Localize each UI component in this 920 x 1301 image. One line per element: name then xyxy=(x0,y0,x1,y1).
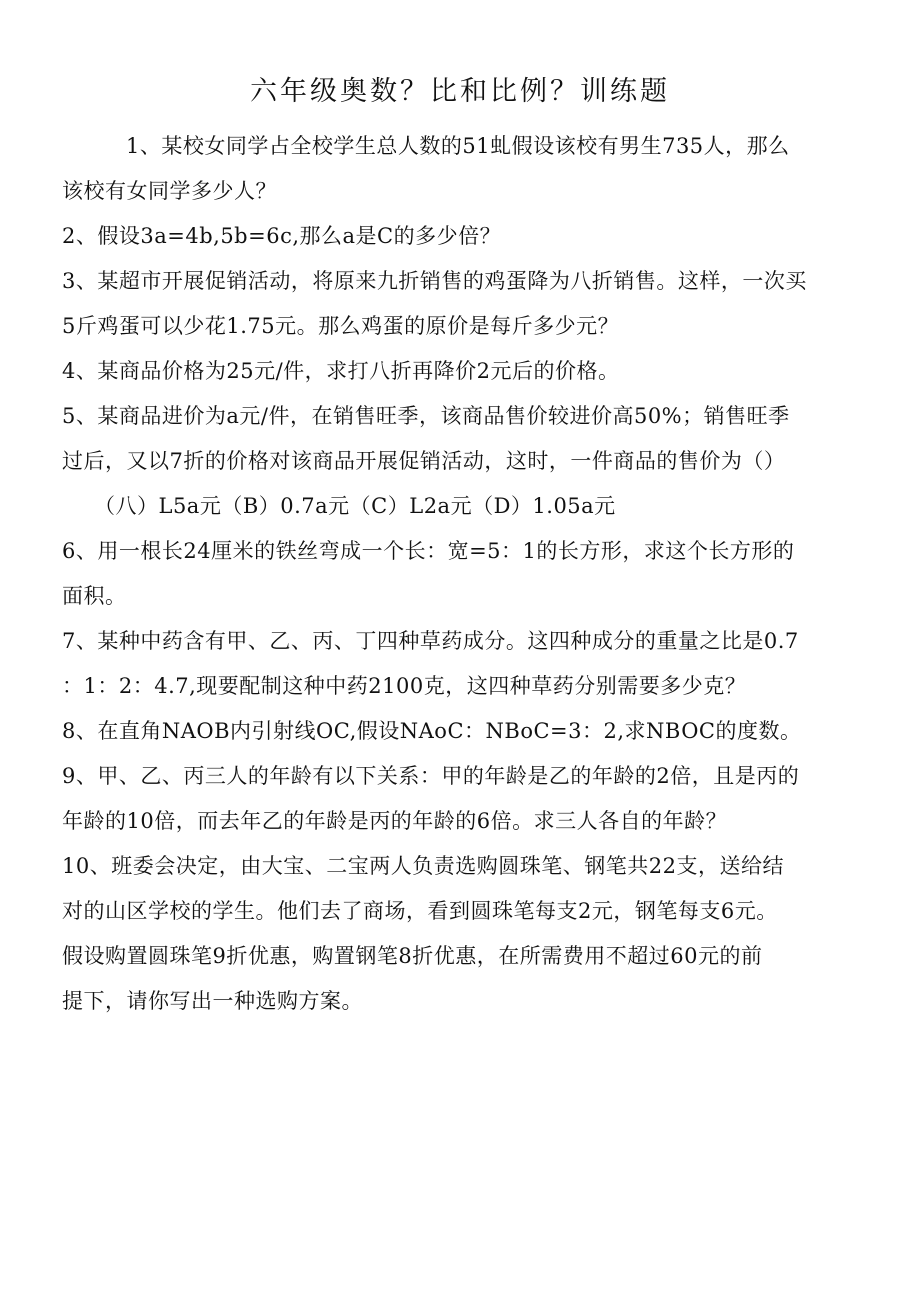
problem-9-line-1: 9、甲、乙、丙三人的年龄有以下关系：甲的年龄是乙的年龄的2倍，且是丙的 xyxy=(62,764,800,788)
problem-5-options: （八）L5a元（B）0.7a元（C）L2a元（D）1.05a元 xyxy=(94,494,616,518)
problem-3-line-2: 5斤鸡蛋可以少花1.75元。那么鸡蛋的原价是每斤多少元？ xyxy=(62,314,620,338)
problem-10-line-1: 10、班委会决定，由大宝、二宝两人负责选购圆珠笔、钢笔共22支，送给结 xyxy=(62,854,784,878)
document-body xyxy=(62,124,862,1024)
problem-1-line-2: 该校有女同学多少人？ xyxy=(62,179,277,203)
problem-8-line-1: 8、在直角NAOB内引射线OC,假设NAoC：NBoC=3：2,求NBOC的度数。 xyxy=(62,719,802,743)
problem-10-line-4: 提下，请你写出一种选购方案。 xyxy=(62,989,363,1013)
problem-9-line-2: 年龄的10倍，而去年乙的年龄是丙的年龄的6倍。求三人各自的年龄？ xyxy=(62,809,728,833)
problem-7-line-1: 7、某种中药含有甲、乙、丙、丁四种草药成分。这四种成分的重量之比是0.7 xyxy=(62,629,799,653)
problem-6-line-1: 6、用一根长24厘米的铁丝弯成一个长：宽=5：1的长方形，求这个长方形的 xyxy=(62,539,795,563)
problem-1-line-1: 1、某校女同学占全校学生总人数的51虬假设该校有男生735人，那么 xyxy=(126,134,790,158)
problem-10-line-2: 对的山区学校的学生。他们去了商场，看到圆珠笔每支2元，钢笔每支6元。 xyxy=(62,899,778,923)
problem-5-line-2: 过后，又以7折的价格对该商品开展促销活动，这时，一件商品的售价为（） xyxy=(62,449,786,473)
document-title: 六年级奥数？比和比例？训练题 xyxy=(250,76,670,107)
problem-3-line-1: 3、某超市开展促销活动，将原来九折销售的鸡蛋降为八折销售。这样，一次买 xyxy=(62,269,807,293)
problem-10-line-3: 假设购置圆珠笔9折优惠，购置钢笔8折优惠，在所需费用不超过60元的前 xyxy=(62,944,763,968)
problem-7-line-2: ：1：2：4.7,现要配制这种中药2100克，这四种草药分别需要多少克？ xyxy=(62,674,747,698)
problem-2-line-1: 2、假设3a=4b,5b=6c,那么a是C的多少倍？ xyxy=(62,224,502,248)
problem-6-line-2: 面积。 xyxy=(62,584,127,608)
problem-5-line-1: 5、某商品进价为a元/件，在销售旺季，该商品售价较进价高50%；销售旺季 xyxy=(62,404,790,428)
problem-4-line-1: 4、某商品价格为25元/件，求打八折再降价2元后的价格。 xyxy=(62,359,620,383)
